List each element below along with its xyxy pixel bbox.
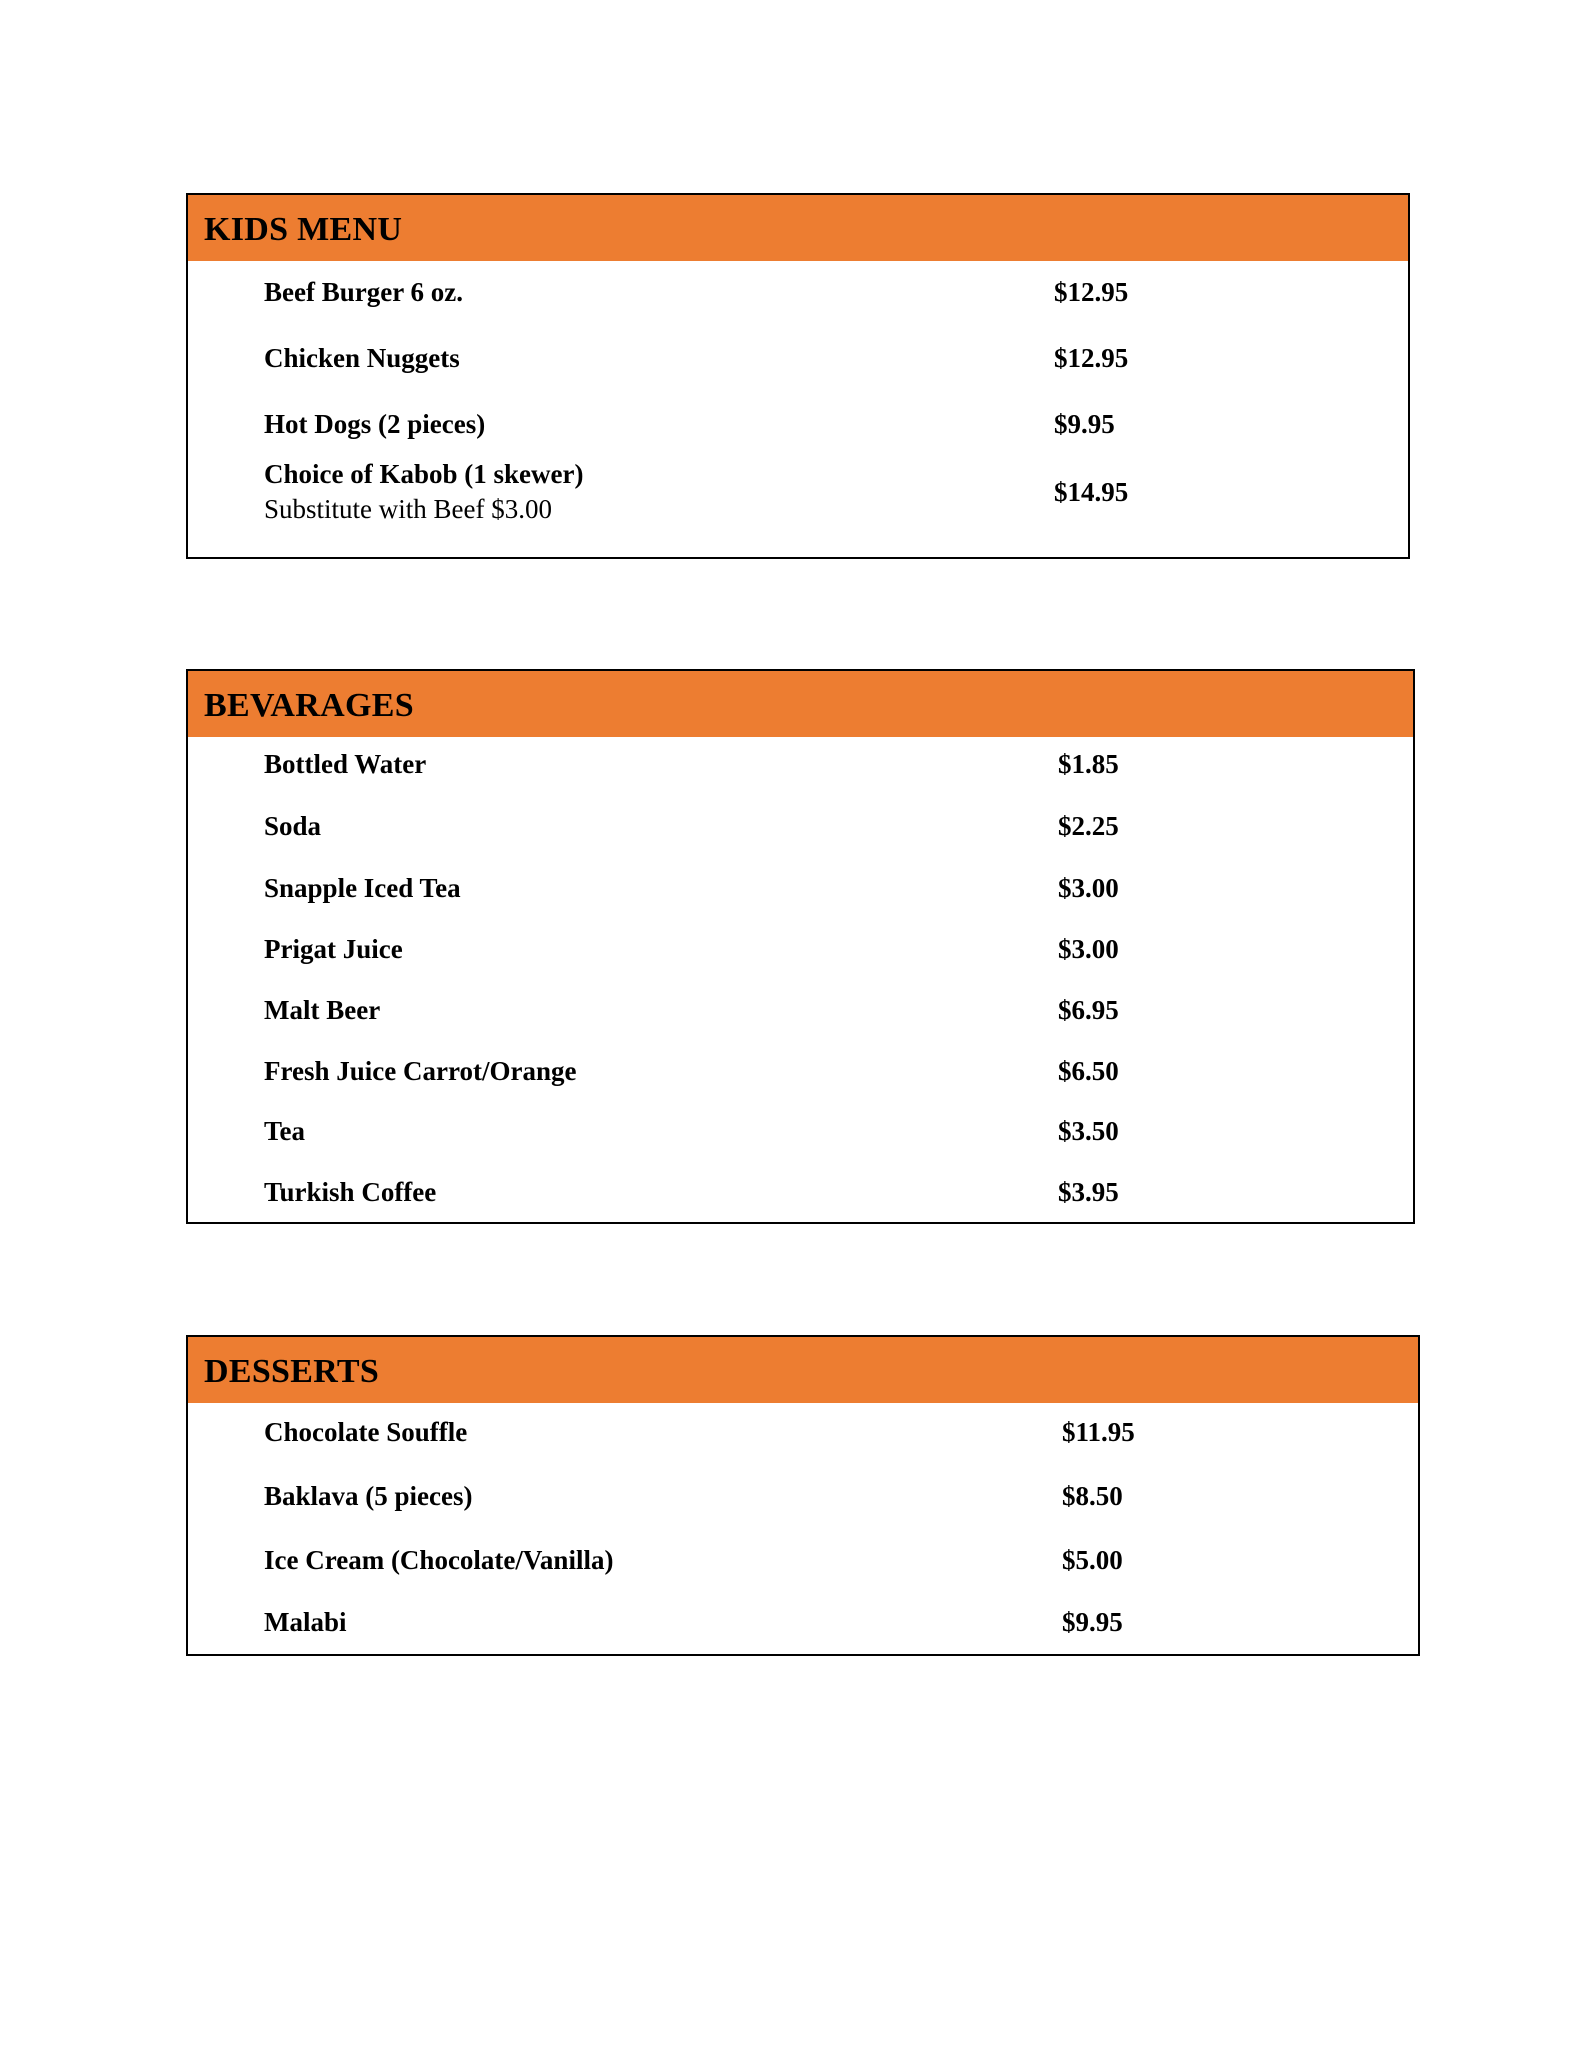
section-header: KIDS MENU bbox=[188, 195, 1408, 261]
item-name: Beef Burger 6 oz. bbox=[264, 277, 463, 307]
item-name: Ice Cream (Chocolate/Vanilla) bbox=[264, 1545, 614, 1575]
item-price: $12.95 bbox=[1054, 343, 1129, 373]
desserts-section bbox=[186, 1335, 1420, 1656]
item-price: $6.95 bbox=[1058, 995, 1119, 1025]
item-name: Bottled Water bbox=[264, 749, 427, 779]
item-price: $14.95 bbox=[1054, 477, 1129, 507]
item-price: $9.95 bbox=[1054, 409, 1115, 439]
item-price: $6.50 bbox=[1058, 1056, 1119, 1086]
kids-menu-section bbox=[186, 193, 1410, 559]
item-price: $1.85 bbox=[1058, 749, 1119, 779]
menu-item bbox=[264, 459, 1408, 529]
beverages-section bbox=[186, 669, 1415, 1224]
item-price: $3.00 bbox=[1058, 934, 1119, 964]
item-name: Prigat Juice bbox=[264, 934, 403, 964]
item-name: Choice of Kabob (1 skewer) bbox=[264, 459, 584, 489]
item-name: Chocolate Souffle bbox=[264, 1417, 468, 1447]
item-name: Chicken Nuggets bbox=[264, 343, 460, 373]
item-price: $2.25 bbox=[1058, 811, 1119, 841]
item-name: Tea bbox=[264, 1116, 306, 1146]
item-name: Baklava (5 pieces) bbox=[264, 1481, 473, 1511]
item-name: Soda bbox=[264, 811, 322, 841]
item-price: $12.95 bbox=[1054, 277, 1129, 307]
section-header: BEVARAGES bbox=[188, 671, 1413, 737]
item-note: Substitute with Beef $3.00 bbox=[264, 494, 552, 524]
item-price: $5.00 bbox=[1062, 1545, 1123, 1575]
item-price: $9.95 bbox=[1062, 1607, 1123, 1637]
item-name: Malt Beer bbox=[264, 995, 381, 1025]
item-price: $11.95 bbox=[1062, 1417, 1135, 1447]
item-name: Malabi bbox=[264, 1607, 347, 1637]
item-price: $3.50 bbox=[1058, 1116, 1119, 1146]
item-price: $3.00 bbox=[1058, 873, 1119, 903]
item-name: Fresh Juice Carrot/Orange bbox=[264, 1056, 577, 1086]
item-price: $3.95 bbox=[1058, 1177, 1119, 1207]
item-name: Snapple Iced Tea bbox=[264, 873, 461, 903]
item-name: Turkish Coffee bbox=[264, 1177, 437, 1207]
section-header: DESSERTS bbox=[188, 1337, 1418, 1403]
item-name: Hot Dogs (2 pieces) bbox=[264, 409, 486, 439]
item-price: $8.50 bbox=[1062, 1481, 1123, 1511]
